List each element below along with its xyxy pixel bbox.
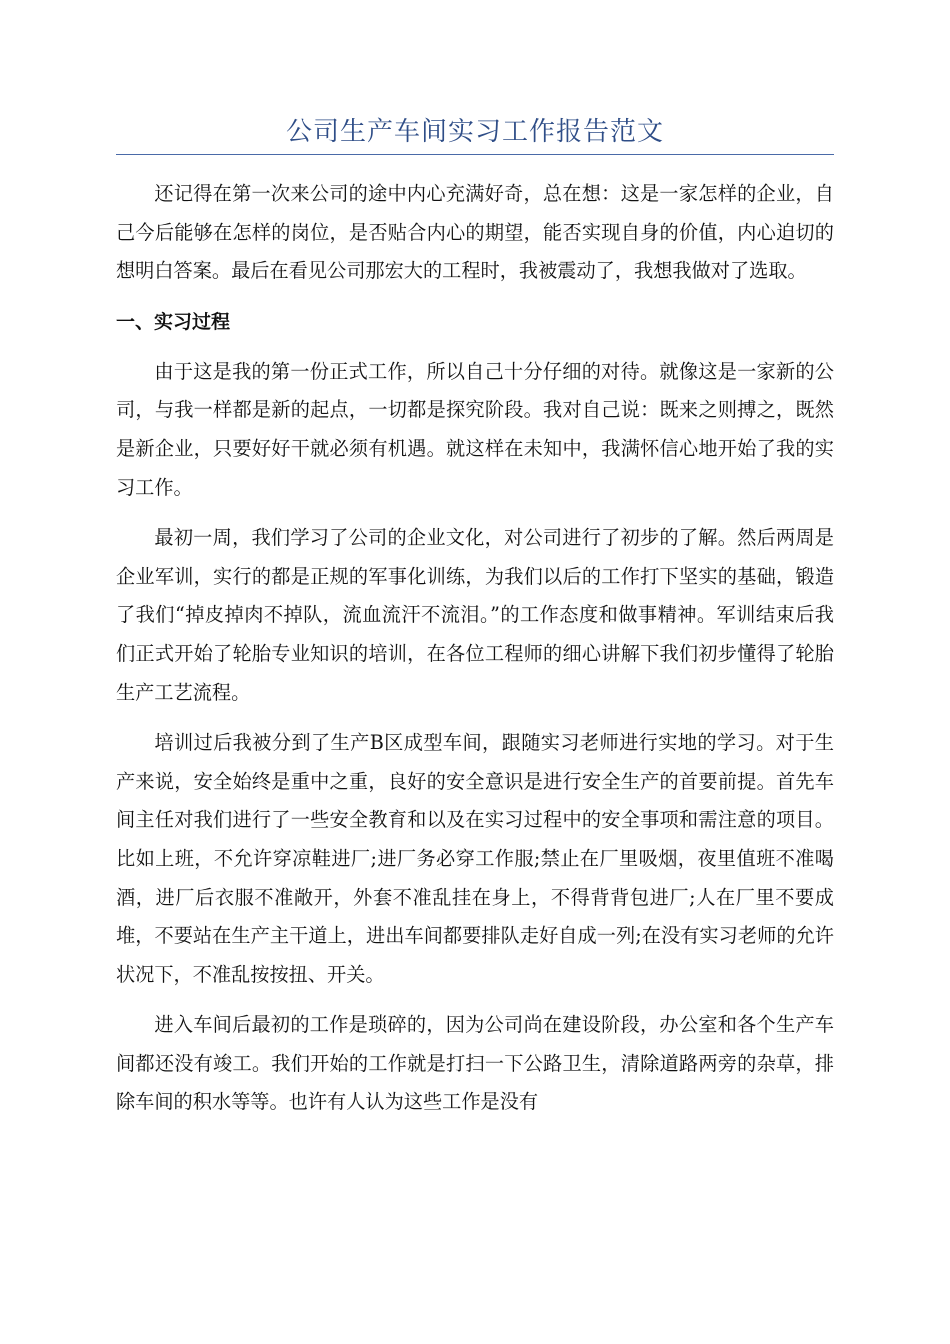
intro-paragraph: 还记得在第一次来公司的途中内心充满好奇，总在想：这是一家怎样的企业，自己今后能够在怎样的岗位，是否贴合内心的期望，能否实现自身的价值，内心迫切的想明白答案。最后在看见公司那宏大的工程时，我被震动了，我想我做对了选取。	[116, 182, 834, 283]
body-paragraph-1: 由于这是我的第一份正式工作，所以自己十分仔细的对待。就像这是一家新的公司，与我一样都是新的起点，一切都是探究阶段。我对自己说：既来之则搏之，既然是新企业，只要好好干就必须有机遇。就这样在未知中，我满怀信心地开始了我的实习工作。	[116, 359, 834, 499]
section-heading-internship-process: 一、实习过程	[116, 310, 231, 333]
body-paragraph-4: 进入车间后最初的工作是琐碎的，因为公司尚在建设阶段，办公室和各个生产车间都还没有竣工。我们开始的工作就是打扫一下公路卫生，清除道路两旁的杂草，排除车间的积水等等。也许有人认为这些工作是没有	[116, 1013, 834, 1114]
document-title: 公司生产车间实习工作报告范文	[116, 112, 834, 155]
body-paragraph-2: 最初一周，我们学习了公司的企业文化，对公司进行了初步的了解。然后两周是企业军训，实行的都是正规的军事化训练，为我们以后的工作打下坚实的基础，锻造了我们“掉皮掉肉不掉队，流血流汗不流泪。”的工作态度和做事精神。军训结束后我们正式开始了轮胎专业知识的培训，在各位工程师的细心讲解下我们初步懂得了轮胎生产工艺流程。	[116, 526, 834, 704]
document-page	[116, 112, 834, 1134]
body-paragraph-3: 培训过后我被分到了生产B区成型车间，跟随实习老师进行实地的学习。对于生产来说，安全始终是重中之重，良好的安全意识是进行安全生产的首要前提。首先车间主任对我们进行了一些安全教育和以及在实习过程中的安全事项和需注意的项目。比如上班，不允许穿凉鞋进厂;进厂务必穿工作服;禁止在厂里吸烟，夜里值班不准喝酒，进厂后衣服不准敞开，外套不准乱挂在身上，不得背背包进厂;人在厂里不要成堆，不要站在生产主干道上，进出车间都要排队走好自成一列;在没有实习老师的允许状况下，不准乱按按扭、开关。	[116, 731, 834, 986]
